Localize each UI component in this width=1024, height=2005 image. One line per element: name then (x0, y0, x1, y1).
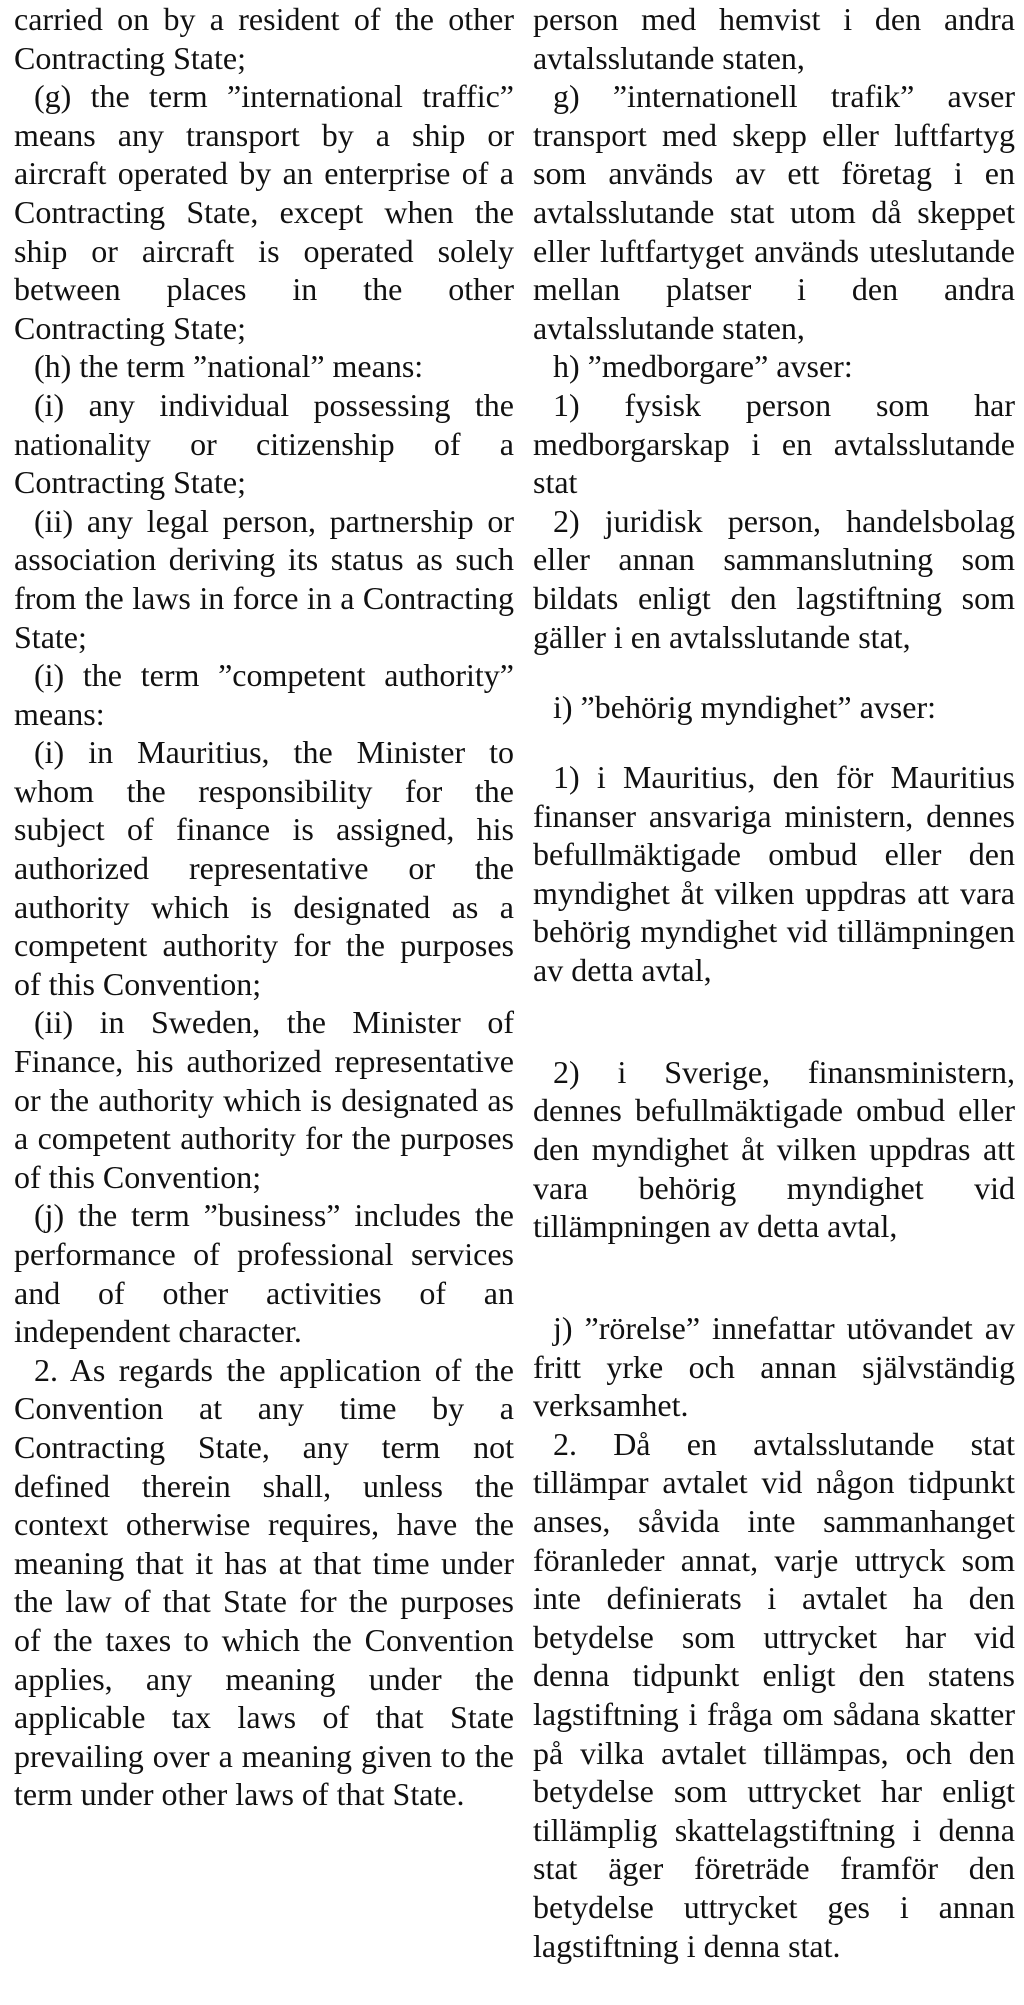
swedish-paragraph-i-ii: 2) i Sverige, finansministern, dennes befullmäktigade ombud eller den myndighet åt vilken uppdras att vara behörig myndighet vid tillämpningen av detta avtal, (533, 1053, 1015, 1245)
swedish-paragraph-i: i) ”behörig myndighet” avser: (553, 688, 936, 725)
swedish-column (533, 0, 1015, 1965)
english-paragraph-i-i: (i) in Mauritius, the Minister to whom the responsibility for the subject of finance is assigned, his authorized representative or the authority which is designated as a competent authority for the purposes of this Convention; (14, 734, 514, 1002)
english-paragraph-i-ii: (ii) in Sweden, the Minister of Finance, his authorized representative or the authority which is designated as a competent authority for the purposes of this Convention; (14, 1004, 514, 1195)
swedish-paragraph-g-cont: person med hemvist i den andra avtalsslutande staten, (533, 1, 1015, 76)
swedish-paragraph-h: h) ”medborgare” avser: (553, 348, 853, 385)
swedish-paragraph-h-ii: 2) juridisk person, handelsbolag eller annan sammanslutning som bildats enligt den lagstiftning som gäller i en avtalsslutande stat, (533, 502, 1015, 655)
english-paragraph-i: (i) the term ”competent authority” means: (14, 657, 514, 732)
english-paragraph-h: (h) the term ”national” means: (34, 348, 424, 385)
english-paragraph-g-cont: carried on by a resident of the other Contracting State; (14, 1, 514, 76)
english-paragraph-g: (g) the term ”international traffic” means any transport by a ship or aircraft operated by an enterprise of a Contracting State, except when the ship or aircraft is operated solely between places in the other Contracting State; (14, 78, 514, 346)
swedish-paragraph-p2: 2. Då en avtalsslutande stat tillämpar avtalet vid någon tidpunkt anses, såvida inte sammanhanget föranleder annat, varje uttryck som inte definierats i avtalet ha den betydelse som uttrycket har vid denna tidpunkt enligt den statens lagstiftning i fråga om sådana skatter på vilka avtalet tillämpas, och den betydelse som uttrycket har enligt tillämplig skattelagstiftning i denna stat äger företräde framför den betydelse uttrycket ges i annan lagstiftning i denna stat. (533, 1425, 1015, 1964)
english-paragraph-j: (j) the term ”business” includes the performance of professional services and of other activities of an independent character. (14, 1197, 514, 1350)
english-paragraph-p2: 2. As regards the application of the Convention at any time by a Contracting State, any term not defined therein shall, unless the context otherwise requires, have the meaning that it has at that time under the law of that State for the purposes of the taxes to which the Convention applies, any meaning under the applicable tax laws of that State prevailing over a meaning given to the term under other laws of that State. (14, 1351, 514, 1813)
english-paragraph-h-i: (i) any individual possessing the nationality or citizenship of a Contracting State; (14, 386, 514, 501)
swedish-paragraph-j: j) ”rörelse” innefattar utövandet av fritt yrke och annan självständig verksamhet. (533, 1310, 1015, 1424)
swedish-paragraph-i-i: 1) i Mauritius, den för Mauritius finanser ansvariga ministern, dennes befullmäktigade ombud eller den myndighet åt vilken uppdras att vara behörig myndighet vid tillämpningen av detta avtal, (533, 758, 1015, 988)
english-paragraph-h-ii: (ii) any legal person, partnership or association deriving its status as such from the laws in force in a Contracting State; (14, 502, 514, 655)
english-column (14, 0, 514, 1814)
swedish-paragraph-g: g) ”internationell trafik” avser transport med skepp eller luftfartyg som används av ett företag i en avtalsslutande stat utom då skeppet eller luftfartyget används uteslutande mellan platser i den andra avtalsslutande staten, (533, 78, 1015, 346)
swedish-paragraph-h-i: 1) fysisk person som har medborgarskap i en avtalsslutande stat (533, 386, 1015, 501)
